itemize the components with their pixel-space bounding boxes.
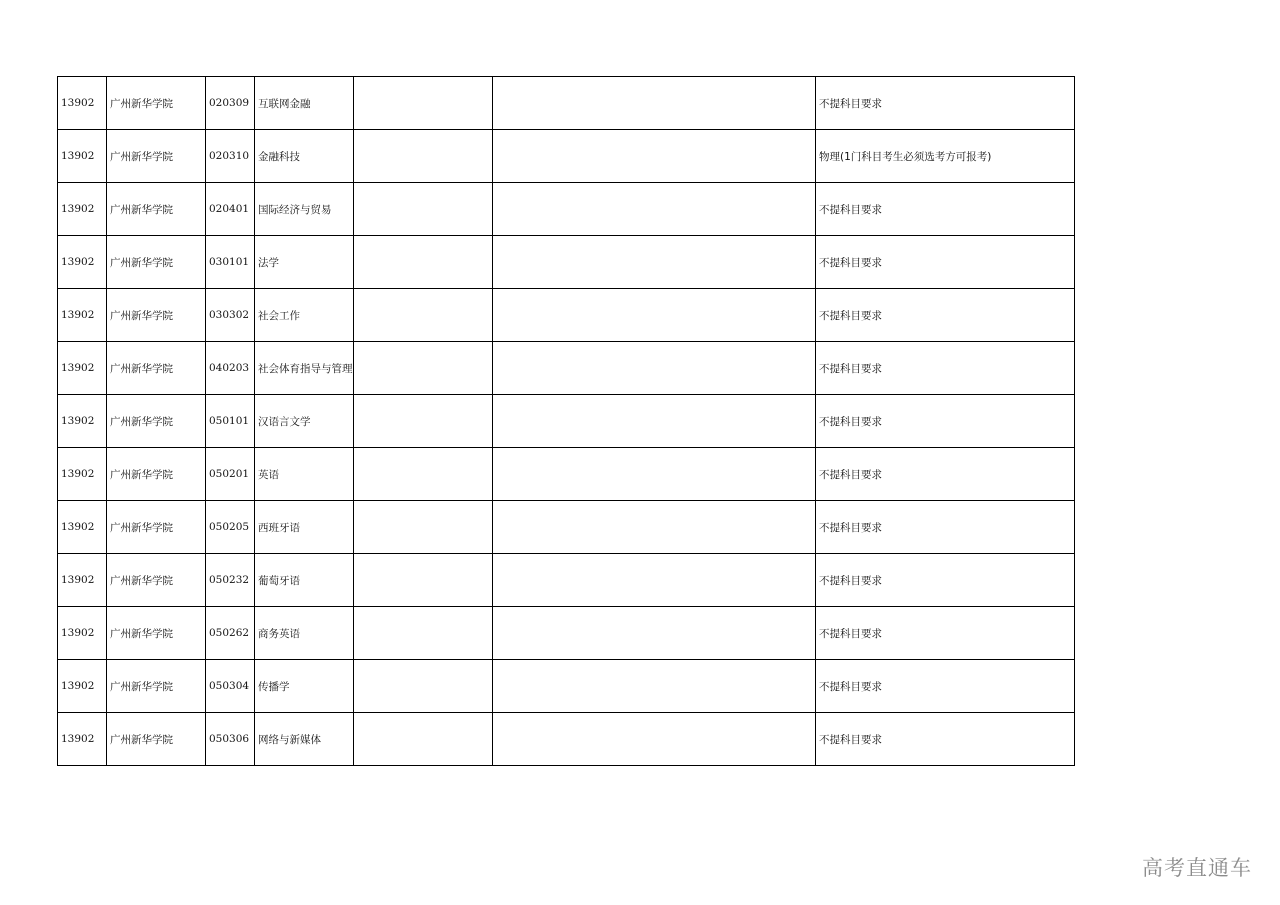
major-name-cell: 社会工作 bbox=[255, 289, 354, 342]
subject-requirement-cell: 不提科目要求 bbox=[816, 448, 1075, 501]
major-code-cell: 050201 bbox=[206, 448, 255, 501]
empty-cell-5 bbox=[354, 395, 493, 448]
subject-requirement-cell: 不提科目要求 bbox=[816, 342, 1075, 395]
table-row bbox=[58, 236, 1075, 289]
subject-requirement-cell: 不提科目要求 bbox=[816, 77, 1075, 130]
empty-cell-6 bbox=[493, 130, 816, 183]
school-code-cell: 13902 bbox=[58, 660, 107, 713]
empty-cell-6 bbox=[493, 501, 816, 554]
subject-requirement-cell: 不提科目要求 bbox=[816, 501, 1075, 554]
empty-cell-5 bbox=[354, 660, 493, 713]
empty-cell-5 bbox=[354, 183, 493, 236]
empty-cell-6 bbox=[493, 342, 816, 395]
school-code-cell: 13902 bbox=[58, 236, 107, 289]
major-name-cell: 法学 bbox=[255, 236, 354, 289]
empty-cell-5 bbox=[354, 501, 493, 554]
subject-requirement-cell: 不提科目要求 bbox=[816, 395, 1075, 448]
major-name-cell: 互联网金融 bbox=[255, 77, 354, 130]
subject-requirement-cell: 不提科目要求 bbox=[816, 607, 1075, 660]
major-name-cell: 葡萄牙语 bbox=[255, 554, 354, 607]
school-name-cell: 广州新华学院 bbox=[107, 448, 206, 501]
school-code-cell: 13902 bbox=[58, 395, 107, 448]
empty-cell-6 bbox=[493, 554, 816, 607]
empty-cell-6 bbox=[493, 448, 816, 501]
major-code-cell: 030302 bbox=[206, 289, 255, 342]
school-name-cell: 广州新华学院 bbox=[107, 77, 206, 130]
school-name-cell: 广州新华学院 bbox=[107, 289, 206, 342]
empty-cell-6 bbox=[493, 183, 816, 236]
subject-requirement-cell: 不提科目要求 bbox=[816, 236, 1075, 289]
table-row bbox=[58, 342, 1075, 395]
empty-cell-6 bbox=[493, 289, 816, 342]
empty-cell-5 bbox=[354, 77, 493, 130]
major-code-cell: 040203 bbox=[206, 342, 255, 395]
school-name-cell: 广州新华学院 bbox=[107, 607, 206, 660]
empty-cell-6 bbox=[493, 236, 816, 289]
major-code-cell: 030101 bbox=[206, 236, 255, 289]
empty-cell-5 bbox=[354, 289, 493, 342]
table-row bbox=[58, 713, 1075, 766]
empty-cell-6 bbox=[493, 660, 816, 713]
admission-requirements-table bbox=[57, 76, 1075, 766]
table-row bbox=[58, 501, 1075, 554]
empty-cell-6 bbox=[493, 607, 816, 660]
empty-cell-5 bbox=[354, 713, 493, 766]
empty-cell-5 bbox=[354, 554, 493, 607]
empty-cell-5 bbox=[354, 130, 493, 183]
school-code-cell: 13902 bbox=[58, 448, 107, 501]
school-code-cell: 13902 bbox=[58, 289, 107, 342]
major-code-cell: 020309 bbox=[206, 77, 255, 130]
major-name-cell: 商务英语 bbox=[255, 607, 354, 660]
major-code-cell: 020310 bbox=[206, 130, 255, 183]
school-code-cell: 13902 bbox=[58, 554, 107, 607]
empty-cell-5 bbox=[354, 236, 493, 289]
school-name-cell: 广州新华学院 bbox=[107, 660, 206, 713]
major-code-cell: 050232 bbox=[206, 554, 255, 607]
table-row bbox=[58, 77, 1075, 130]
school-name-cell: 广州新华学院 bbox=[107, 236, 206, 289]
major-name-cell: 传播学 bbox=[255, 660, 354, 713]
school-code-cell: 13902 bbox=[58, 77, 107, 130]
table-row bbox=[58, 183, 1075, 236]
school-name-cell: 广州新华学院 bbox=[107, 183, 206, 236]
subject-requirement-cell: 不提科目要求 bbox=[816, 713, 1075, 766]
subject-requirement-cell: 不提科目要求 bbox=[816, 660, 1075, 713]
empty-cell-5 bbox=[354, 448, 493, 501]
major-name-cell: 社会体育指导与管理 bbox=[255, 342, 354, 395]
empty-cell-5 bbox=[354, 342, 493, 395]
subject-requirement-cell: 不提科目要求 bbox=[816, 289, 1075, 342]
school-name-cell: 广州新华学院 bbox=[107, 713, 206, 766]
major-code-cell: 020401 bbox=[206, 183, 255, 236]
major-name-cell: 金融科技 bbox=[255, 130, 354, 183]
table-row bbox=[58, 130, 1075, 183]
major-code-cell: 050304 bbox=[206, 660, 255, 713]
subject-requirement-cell: 物理(1门科目考生必须选考方可报考) bbox=[816, 130, 1075, 183]
major-name-cell: 汉语言文学 bbox=[255, 395, 354, 448]
school-code-cell: 13902 bbox=[58, 713, 107, 766]
major-name-cell: 英语 bbox=[255, 448, 354, 501]
school-name-cell: 广州新华学院 bbox=[107, 342, 206, 395]
major-code-cell: 050306 bbox=[206, 713, 255, 766]
school-code-cell: 13902 bbox=[58, 183, 107, 236]
watermark-text: 高考直通车 bbox=[1142, 856, 1252, 880]
major-code-cell: 050205 bbox=[206, 501, 255, 554]
major-name-cell: 网络与新媒体 bbox=[255, 713, 354, 766]
table-row bbox=[58, 289, 1075, 342]
table-row bbox=[58, 554, 1075, 607]
major-code-cell: 050262 bbox=[206, 607, 255, 660]
school-name-cell: 广州新华学院 bbox=[107, 554, 206, 607]
major-code-cell: 050101 bbox=[206, 395, 255, 448]
table-body bbox=[58, 77, 1075, 766]
school-name-cell: 广州新华学院 bbox=[107, 501, 206, 554]
school-code-cell: 13902 bbox=[58, 501, 107, 554]
empty-cell-6 bbox=[493, 77, 816, 130]
table-row bbox=[58, 660, 1075, 713]
empty-cell-6 bbox=[493, 713, 816, 766]
table-row bbox=[58, 448, 1075, 501]
subject-requirement-cell: 不提科目要求 bbox=[816, 554, 1075, 607]
school-name-cell: 广州新华学院 bbox=[107, 130, 206, 183]
school-code-cell: 13902 bbox=[58, 607, 107, 660]
major-name-cell: 国际经济与贸易 bbox=[255, 183, 354, 236]
empty-cell-6 bbox=[493, 395, 816, 448]
school-name-cell: 广州新华学院 bbox=[107, 395, 206, 448]
table-row bbox=[58, 395, 1075, 448]
school-code-cell: 13902 bbox=[58, 342, 107, 395]
empty-cell-5 bbox=[354, 607, 493, 660]
major-name-cell: 西班牙语 bbox=[255, 501, 354, 554]
school-code-cell: 13902 bbox=[58, 130, 107, 183]
table-row bbox=[58, 607, 1075, 660]
subject-requirement-cell: 不提科目要求 bbox=[816, 183, 1075, 236]
